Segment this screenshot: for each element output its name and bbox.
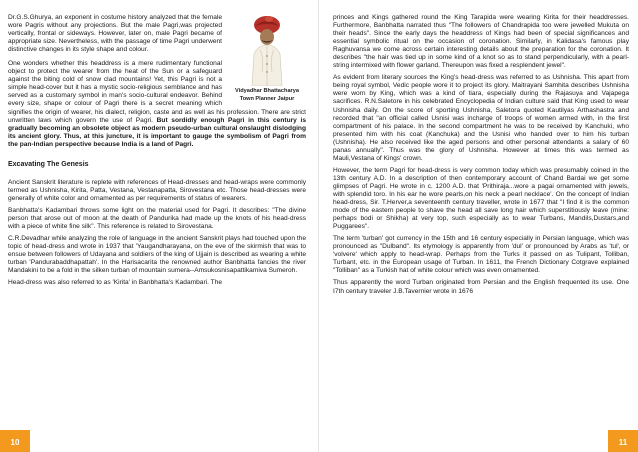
section-heading: Excavating The Genesis (8, 160, 89, 168)
body-paragraph: princes and Kings gathered round the King Tarapida were wearing Kirita for their headdresses. Furthermore, Banbhatta narrated thus "The followers of Chandrapida too were jewelled Mukuta on their heads". Since the early days the headdress of Kings had been of special significances and essential symbolic ritual on the occasion of coronation. Similarly, in Kalidasa's famous play Raghuvansa we come across certain interesting details about the preparation for the coronation. It describes "the hair was tied up in some kind of a knot so as to stand perpendicularly, with a pearl-string intermixed with flower garland. Thereupon was fixed a resplendent jewel". (333, 14, 629, 70)
body-paragraph: However, the term Pagri for head-dress is very common today which was presumably coined in the 13th century A.D. In a description of then contemporary account of Chand Bardai we get some glimpses of Pagri. He wrote in c. 1200 A.D. that 'Prithiraja...wore a pagai ornamented with jewels, with splendid toro. In his ear he wore pearls,on his neck a pearl necklace'. On the concept of Indian head-dress, Sir. T.Herver,a seventeenth century traveller, wrote in 1677 that "I find it is the common mode of the eastern people to shave the head all save long hair which superstitiously leave (mine: perhaps bodi or Shikha) at very top, such especially as to wear Turbans, Mandils,Dustars,and Puggarees". (333, 166, 629, 231)
body-paragraph: Head-dress was also referred to as 'Kirita' in Banbhatta's Kadambari. The (8, 279, 223, 287)
intro-paragraph: Dr.G.S.Ghurya, an exponent in costume history analyzed that the female wore Pagris without any projections. But the male Pagri,was projected vertically, frontal or sideways. However, later on, male Pagri became of appropriate size. Nevertheless, with the passage of time Pagri underwent distinctive changes in its style shape and colour. (8, 14, 222, 54)
portrait-photo-icon (244, 12, 290, 86)
right-column (333, 14, 629, 300)
body-paragraph: Banbhatta's Kadambari throws some light on the material used for Pagri. It describes: "The divine person that arose out of moon at the death of Pandurika had made up the knots of his head-dress with a piece of white fine silk". This reference is related to Sirovestana. (8, 206, 306, 231)
page-number: 10 (10, 438, 20, 447)
body-paragraph: The term 'turban' got currency in the 15th and 16 century especially in Persian language, which was pronounced as "Dulband". Its etymology is apparently from 'dul' or pronounced by Arabs as 'tul', or 'volvere' which apply to head-wrap. Perhaps from the Turks it passed on as Tulipant, Tolliban, Turbant, etc. in the European usage of Turban. In 1611, the French Dictionary Cotgrave explained "Tolliban" as a Turkish hat of white colour which was even ornamented. (333, 235, 629, 275)
page-number: 11 (618, 438, 628, 447)
body-paragraph: As evident from literary sources the King's head-dress was referred to as Ushnisha. This apart from being royal symbol, Vedic people wore it to project its glory. Maitrayani Samhita describes Ushnisha were worn by King, which was a kind of tiara, especially during the Rajasuya and Vajapega sacrifices. R.N.Saletore in his celebrated Encyclopedia of Indian culture said that King used to wear Ushnisha daily. On the score of sporting Ushnisha, Saletora quoted Kautilyas Arthashastra and recorded that "an official called Usnisi was incharge of troops of women armed with, in the first compartment of his palace. In the second compartment he was to be received by Kanchuki, who presented him with his coat (Kanchuka) and the Usnisi who handed over to him his turban (Ushnisha). He also received like the aged persons and other personal attendants a salary of 60 panas annually". Thus was the glory of Ushnisha. However at times this was termed as Mauli,Vestana of Kings' crown. (333, 74, 629, 162)
body-paragraph: C.R.Devadhar while analyzing the role of language in the ancient Sanskrit plays had touched upon the topic of head-dress and wrote in 1937 that 'Yaugandharayana, on the eve of the skirmish that was to ensue between followers of Udayana and soldiers of the king of Ujjain is described as wearing a white turban 'Pandurabaddhapattah'. In the Harisacarita the renowned author Banbhatta fancies the river Mandakini to be a fold in the silken turban of mountain sumera--Amsukosnisapattikamiva Sumeroh. (8, 235, 307, 275)
photo-caption-name: Vidyadhar Bhattacharya (235, 88, 299, 94)
portrait-figure (228, 12, 306, 103)
right-page (319, 0, 638, 452)
photo-caption-title: Town Planner Jaipur (239, 96, 295, 103)
left-column (8, 14, 306, 291)
body-paragraph: Thus apparently the word Turban originated from Persian and the English frequented its use. One I7th century traveler J.B.Tavernier wrote in 1676 (333, 279, 629, 295)
body-text: One wonders whether this headdress is a mere rudimentary functional object to protect the wearer from the heat of the Sun or a safeguard against the biting cold of snow clad mountains! Yet, this Pagri is not a simple head-cover but it has a mystic socio-religious semblance and has served as a customary symbol in man's socio-cultural endeavor. Behind every size, shape or colour of Pagri there is a secret meaning which signifies the origin of wearer, his dialect, religion, caste and as well as his profession. There are strict unwritten laws which govern the use of Pagri. (8, 60, 306, 124)
body-text-bold: But sordidly enough Pagri in this century is gradually becoming an obsolete object as modern pseudo-urban cultural onslaught dislodging its ancient glory. Thus, at this juncture, it is important to gauge the symbolism of Pagri from the pan-Indian perspective because India is a land of Pagri. (8, 116, 306, 148)
body-paragraph: Ancient Sanskrit literature is replete with references of Head-dresses and head-wraps were commonly termed as Ushnisha, Kirita, Patta, Vestana, Vestanapatta, Sirovestana etc. Those head-dresses were generally of white color and ornamented as per requirements of status of wearers. (8, 178, 306, 202)
